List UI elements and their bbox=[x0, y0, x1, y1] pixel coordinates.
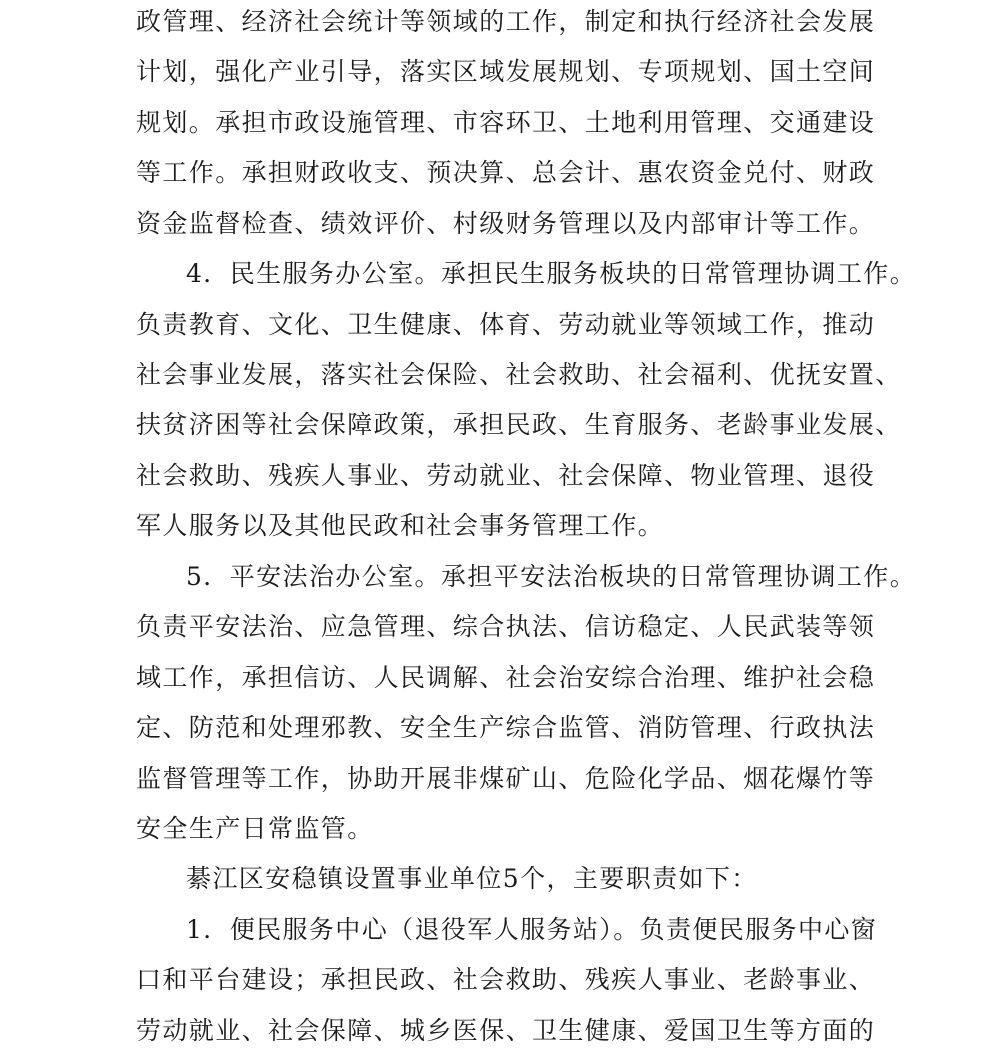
text-line: 域工作，承担信访、人民调解、社会治安综合治理、维护社会稳 bbox=[136, 663, 876, 692]
text-line: 资金监督检查、绩效评价、村级财务管理以及内部审计等工作。 bbox=[136, 209, 876, 238]
text-line: 监督管理等工作，协助开展非煤矿山、危险化学品、烟花爆竹等 bbox=[136, 764, 876, 793]
text-line: 社会事业发展，落实社会保险、社会救助、社会福利、优抚安置、 bbox=[136, 360, 902, 389]
text-line: 安全生产日常监管。 bbox=[136, 814, 374, 843]
text-line: 定、防范和处理邪教、安全生产综合监管、消防管理、行政执法 bbox=[136, 713, 876, 742]
text-line: 军人服务以及其他民政和社会事务管理工作。 bbox=[136, 511, 665, 540]
text-line: 计划，强化产业引导，落实区域发展规划、专项规划、国土空间 bbox=[136, 57, 876, 86]
text-line: 负责平安法治、应急管理、综合执法、信访稳定、人民武装等领 bbox=[136, 612, 876, 641]
text-line: 等工作。承担财政收支、预决算、总会计、惠农资金兑付、财政 bbox=[136, 158, 876, 187]
paragraph-intro: 綦江区安稳镇设置事业单位5个，主要职责如下： bbox=[186, 864, 758, 893]
paragraph-heading: 4．民生服务办公室。承担民生服务板块的日常管理协调工作。 bbox=[186, 259, 917, 288]
text-line: 规划。承担市政设施管理、市容环卫、土地利用管理、交通建设 bbox=[136, 108, 876, 137]
paragraph-heading: 5．平安法治办公室。承担平安法治板块的日常管理协调工作。 bbox=[186, 562, 917, 591]
paragraph-heading: 1．便民服务中心（退役军人服务站）。负责便民服务中心窗 bbox=[186, 915, 878, 944]
text-line: 劳动就业、社会保障、城乡医保、卫生健康、爱国卫生等方面的 bbox=[136, 1016, 876, 1045]
text-line: 扶贫济困等社会保障政策，承担民政、生育服务、老龄事业发展、 bbox=[136, 410, 902, 439]
text-line: 口和平台建设；承担民政、社会救助、残疾人事业、老龄事业、 bbox=[136, 965, 876, 994]
text-line: 社会救助、残疾人事业、劳动就业、社会保障、物业管理、退役 bbox=[136, 461, 876, 490]
text-line: 负责教育、文化、卫生健康、体育、劳动就业等领域工作，推动 bbox=[136, 310, 876, 339]
text-line: 政管理、经济社会统计等领域的工作，制定和执行经济社会发展 bbox=[136, 7, 876, 36]
